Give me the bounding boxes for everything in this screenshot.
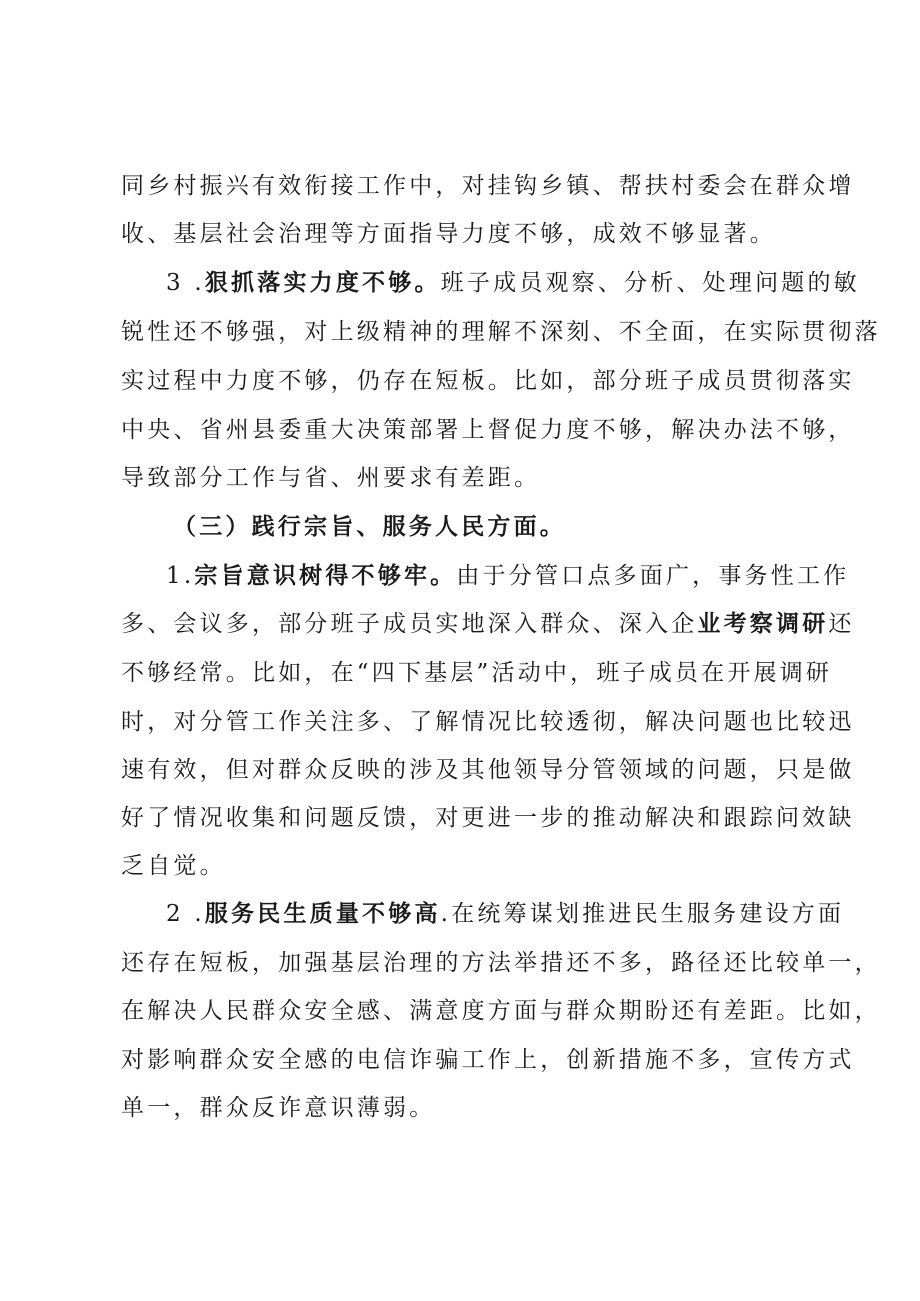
text-line <box>166 561 849 591</box>
text-run: 班子成员观察、分析、处理问题的敏 <box>440 270 860 296</box>
bold-text: 宗旨意识树得不够牢。 <box>194 562 457 589</box>
text-run: 还 <box>828 611 855 637</box>
text-run: 2 . <box>166 901 205 927</box>
text-line <box>166 899 844 929</box>
text-run: 多、会议多，部分班子成员实地深入群众、深入企 <box>121 611 698 637</box>
text-run: 实过程中力度不够，仍存在短板。比如，部分班子成员贯彻落实 <box>121 368 855 394</box>
text-line <box>121 219 776 249</box>
text-run: 在解决人民群众安全感、满意度方面与群众期盼还有差距。比如， <box>121 998 881 1024</box>
bold-text: 服务民生质量不够高 <box>204 900 441 927</box>
text-run: 乏自觉。 <box>121 853 226 879</box>
text-line <box>121 609 855 639</box>
text-line <box>121 803 855 833</box>
text-run: 1. <box>166 563 195 589</box>
text-line <box>121 317 881 347</box>
text-line <box>121 366 855 396</box>
text-run: 好了情况收集和问题反馈，对更进一步的推动解决和跟踪问效缺 <box>121 805 855 831</box>
text-line <box>121 658 832 688</box>
text-line <box>121 755 855 785</box>
section-heading <box>173 512 566 542</box>
text-line <box>121 948 881 978</box>
text-run: 还存在短板，加强基层治理的方法举措还不多，路径还比较单一， <box>121 950 881 976</box>
bold-text: 狠抓落实力度不够。 <box>204 269 441 296</box>
text-run: 由于分管口点多面广，事务性工作 <box>456 563 850 589</box>
text-run: 同乡村振兴有效衔接工作中，对挂钩乡镇、帮扶村委会在群众增 <box>121 173 855 199</box>
text-run: 时，对分管工作关注多、了解情况比较透彻，解决问题也比较迅 <box>121 709 855 735</box>
text-line <box>121 851 226 881</box>
text-run: 速有效，但对群众反映的涉及其他领导分管领域的问题，只是做 <box>121 757 855 783</box>
text-run: 收、基层社会治理等方面指导力度不够，成效不够显著。 <box>121 221 776 247</box>
bold-text: （三）践行宗旨、服务人民方面。 <box>173 513 566 540</box>
text-line <box>166 268 860 298</box>
text-run: .在统筹谋划推进民生服务建设方面 <box>440 901 845 927</box>
text-run: 中央、省州县委重大决策部署上督促力度不够，解决办法不够， <box>121 417 855 443</box>
text-run: 锐性还不够强，对上级精神的理解不深刻、不全面，在实际贯彻落 <box>121 319 881 345</box>
text-run: 不够经常。比如，在“四下基层”活动中，班子成员在开展调研 <box>121 660 833 686</box>
text-line <box>121 707 855 737</box>
text-line <box>121 1093 435 1123</box>
text-line <box>121 996 881 1026</box>
text-line <box>121 1045 855 1075</box>
bold-text: 业考察调研 <box>697 610 829 637</box>
text-line <box>121 415 855 445</box>
text-line <box>121 463 540 493</box>
text-run: 导致部分工作与省、州要求有差距。 <box>121 465 541 491</box>
text-line <box>121 171 855 201</box>
text-run: 单一，群众反诈意识薄弱。 <box>121 1095 436 1121</box>
text-run: 3 . <box>166 270 205 296</box>
text-run: 对影响群众安全感的电信诈骗工作上，创新措施不多，宣传方式 <box>121 1047 855 1073</box>
